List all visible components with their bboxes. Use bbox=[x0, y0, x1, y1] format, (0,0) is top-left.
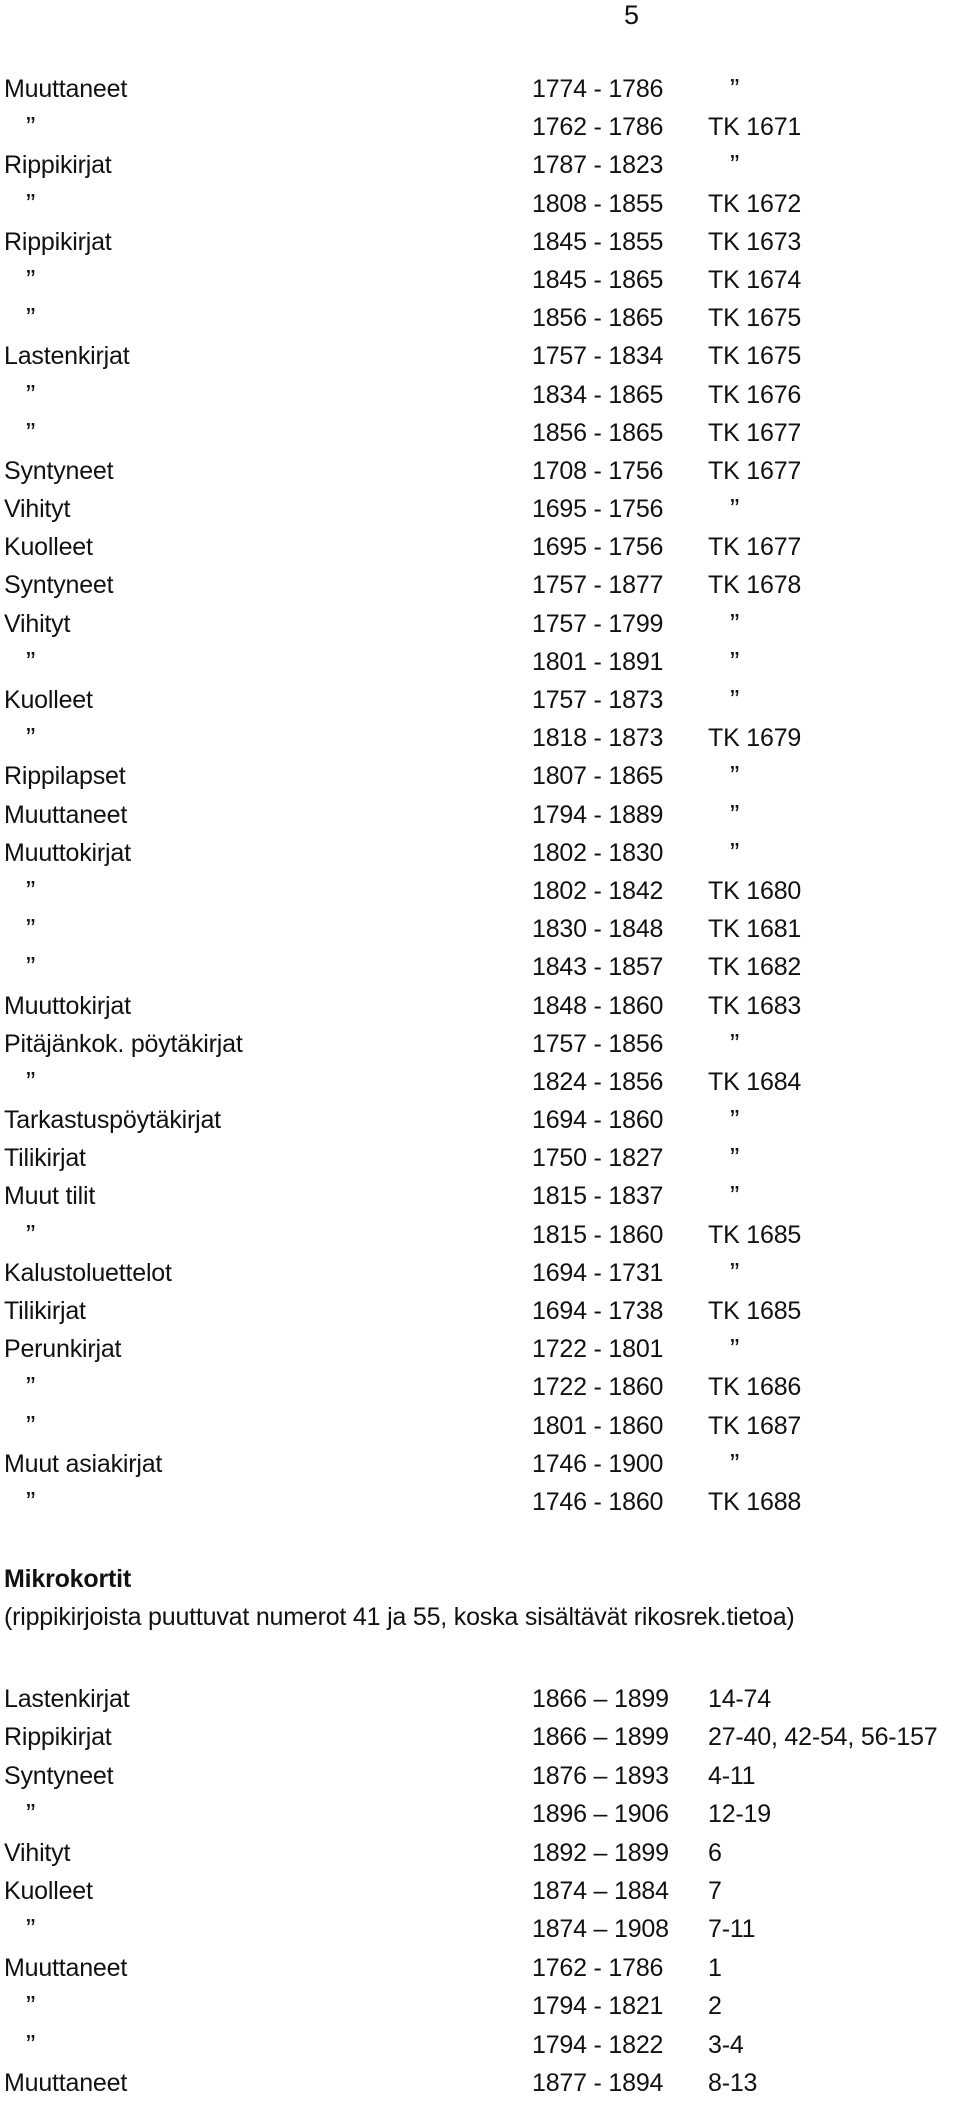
table-row bbox=[4, 528, 954, 566]
record-years: 1746 - 1900 bbox=[532, 1449, 664, 1478]
record-reference: TK 1681 bbox=[708, 915, 802, 944]
table-row bbox=[4, 299, 954, 337]
record-reference: TK 1687 bbox=[708, 1411, 802, 1440]
table-row bbox=[4, 146, 954, 184]
record-name: ” bbox=[26, 416, 36, 448]
record-name: Vihityt bbox=[4, 495, 71, 524]
record-years: 1722 - 1860 bbox=[532, 1373, 664, 1402]
table-row bbox=[4, 414, 954, 452]
record-name: ” bbox=[26, 111, 36, 143]
record-years: 1695 - 1756 bbox=[532, 533, 664, 562]
record-name: ” bbox=[26, 1371, 36, 1403]
table-row bbox=[4, 1910, 954, 1948]
record-years: 1807 - 1865 bbox=[532, 762, 664, 791]
record-years: 1757 - 1856 bbox=[532, 1029, 664, 1058]
table-row bbox=[4, 1872, 954, 1910]
table-row bbox=[4, 681, 954, 719]
record-name: Perunkirjat bbox=[4, 1335, 122, 1364]
record-name: Muuttaneet bbox=[4, 1953, 128, 1982]
table-row bbox=[4, 223, 954, 261]
record-years: 1694 - 1860 bbox=[532, 1106, 664, 1135]
record-years: 1794 - 1821 bbox=[532, 1992, 664, 2021]
record-name: Vihityt bbox=[4, 609, 71, 638]
record-name: ” bbox=[26, 1485, 36, 1517]
table-row bbox=[4, 605, 954, 643]
record-name: Muuttaneet bbox=[4, 75, 128, 103]
record-name: Tilikirjat bbox=[4, 1297, 86, 1325]
record-reference: TK 1683 bbox=[708, 991, 802, 1020]
record-reference: 3-4 bbox=[708, 2030, 744, 2059]
record-years: 1794 - 1822 bbox=[532, 2030, 664, 2059]
table-row bbox=[4, 490, 954, 528]
table-row bbox=[4, 376, 954, 414]
record-name: Syntyneet bbox=[4, 1761, 114, 1790]
record-name: ” bbox=[26, 302, 36, 334]
record-years: 1694 - 1738 bbox=[532, 1297, 664, 1325]
record-reference: TK 1685 bbox=[708, 1220, 802, 1249]
table-row bbox=[4, 1834, 954, 1872]
record-years: 1722 - 1801 bbox=[532, 1335, 664, 1364]
section-note: (rippikirjoista puuttuvat numerot 41 ja 55, koska sisältävät rikosrek.tietoa) bbox=[4, 1603, 795, 1631]
table-row bbox=[4, 185, 954, 223]
record-name: Kuolleet bbox=[4, 1876, 93, 1905]
table-row bbox=[4, 2064, 954, 2102]
record-reference: TK 1671 bbox=[708, 113, 802, 142]
table-row bbox=[4, 70, 954, 108]
record-reference: TK 1675 bbox=[708, 304, 802, 333]
record-name: Syntyneet bbox=[4, 456, 114, 485]
table-row bbox=[4, 337, 954, 375]
table-row bbox=[4, 1680, 954, 1718]
record-name: ” bbox=[26, 378, 36, 410]
record-years: 1757 - 1873 bbox=[532, 686, 664, 714]
record-name: Kalustoluettelot bbox=[4, 1258, 172, 1287]
record-reference: ” bbox=[730, 645, 740, 677]
record-name: Muuttaneet bbox=[4, 2068, 128, 2097]
record-years: 1802 - 1842 bbox=[532, 876, 664, 905]
record-name: Syntyneet bbox=[4, 571, 114, 600]
table-row bbox=[4, 1407, 954, 1445]
record-name: ” bbox=[26, 1218, 36, 1250]
record-reference: TK 1685 bbox=[708, 1297, 802, 1325]
record-reference: ” bbox=[730, 684, 740, 715]
table-row bbox=[4, 1025, 954, 1063]
record-reference: 14-74 bbox=[708, 1685, 771, 1713]
archive-list bbox=[4, 70, 954, 1521]
section-title: Mikrokortit bbox=[4, 1565, 131, 1593]
page-number: 5 bbox=[624, 0, 639, 30]
record-reference: ” bbox=[730, 1180, 740, 1212]
record-reference: TK 1680 bbox=[708, 876, 802, 905]
record-years: 1830 - 1848 bbox=[532, 915, 664, 944]
record-name: Lastenkirjat bbox=[4, 1685, 130, 1713]
record-reference: ” bbox=[730, 1256, 740, 1288]
table-row bbox=[4, 948, 954, 986]
table-row bbox=[4, 1368, 954, 1406]
table-row bbox=[4, 1483, 954, 1521]
record-reference: ” bbox=[730, 798, 740, 830]
record-reference: TK 1678 bbox=[708, 571, 802, 600]
record-years: 1876 – 1893 bbox=[532, 1761, 669, 1790]
record-years: 1762 - 1786 bbox=[532, 113, 664, 142]
record-name: Kuolleet bbox=[4, 533, 93, 562]
record-years: 1856 - 1865 bbox=[532, 418, 664, 447]
record-years: 1708 - 1756 bbox=[532, 456, 664, 485]
record-reference: TK 1675 bbox=[708, 342, 802, 371]
table-row bbox=[4, 757, 954, 795]
record-years: 1877 - 1894 bbox=[532, 2068, 664, 2097]
record-reference: ” bbox=[730, 1447, 740, 1479]
record-name: ” bbox=[26, 645, 36, 677]
record-years: 1824 - 1856 bbox=[532, 1067, 664, 1096]
record-name: Muuttokirjat bbox=[4, 991, 131, 1020]
record-years: 1818 - 1873 bbox=[532, 724, 664, 753]
table-row bbox=[4, 566, 954, 604]
record-name: Kuolleet bbox=[4, 686, 93, 714]
record-reference: 7 bbox=[708, 1876, 722, 1905]
record-name: Tarkastuspöytäkirjat bbox=[4, 1106, 221, 1135]
record-name: Rippikirjat bbox=[4, 1723, 112, 1752]
table-row bbox=[4, 1216, 954, 1254]
record-reference: 2 bbox=[708, 1992, 722, 2021]
record-reference: TK 1688 bbox=[708, 1487, 802, 1516]
record-reference: ” bbox=[730, 149, 740, 181]
record-reference: TK 1679 bbox=[708, 724, 802, 753]
record-name: ” bbox=[26, 1065, 36, 1097]
table-row bbox=[4, 1101, 954, 1139]
record-reference: ” bbox=[730, 607, 740, 639]
table-row bbox=[4, 1718, 954, 1756]
table-row bbox=[4, 872, 954, 910]
record-reference: 1 bbox=[708, 1953, 722, 1982]
record-name: Muuttaneet bbox=[4, 800, 128, 829]
record-reference: 12-19 bbox=[708, 1800, 771, 1829]
table-row bbox=[4, 1757, 954, 1795]
record-name: ” bbox=[26, 951, 36, 983]
record-years: 1694 - 1731 bbox=[532, 1258, 664, 1287]
table-row bbox=[4, 1330, 954, 1368]
record-reference: 8-13 bbox=[708, 2068, 758, 2097]
record-reference: ” bbox=[730, 1027, 740, 1059]
table-row bbox=[4, 719, 954, 757]
record-name: Tilikirjat bbox=[4, 1144, 86, 1173]
table-row bbox=[4, 452, 954, 490]
record-reference: ” bbox=[730, 836, 740, 868]
record-years: 1834 - 1865 bbox=[532, 380, 664, 409]
record-years: 1750 - 1827 bbox=[532, 1144, 664, 1173]
record-reference: TK 1686 bbox=[708, 1373, 802, 1402]
record-name: Pitäjänkok. pöytäkirjat bbox=[4, 1029, 243, 1058]
record-name: Lastenkirjat bbox=[4, 342, 130, 371]
record-name: ” bbox=[26, 722, 36, 754]
table-row bbox=[4, 1987, 954, 2025]
record-years: 1848 - 1860 bbox=[532, 991, 664, 1020]
record-years: 1801 - 1860 bbox=[532, 1411, 664, 1440]
table-row bbox=[4, 1292, 954, 1330]
record-years: 1802 - 1830 bbox=[532, 838, 664, 867]
record-name: ” bbox=[26, 874, 36, 906]
table-row bbox=[4, 108, 954, 146]
record-years: 1845 - 1855 bbox=[532, 227, 664, 256]
record-name: ” bbox=[26, 187, 36, 219]
table-row bbox=[4, 834, 954, 872]
record-name: ” bbox=[26, 1409, 36, 1441]
record-years: 1815 - 1860 bbox=[532, 1220, 664, 1249]
table-row bbox=[4, 1949, 954, 1987]
record-years: 1892 – 1899 bbox=[532, 1838, 669, 1867]
record-reference: 6 bbox=[708, 1838, 722, 1867]
table-row bbox=[4, 1445, 954, 1483]
record-name: Rippikirjat bbox=[4, 151, 112, 180]
table-row bbox=[4, 1254, 954, 1292]
record-years: 1808 - 1855 bbox=[532, 189, 664, 218]
record-reference: 4-11 bbox=[708, 1761, 756, 1790]
record-reference: ” bbox=[730, 760, 740, 792]
record-years: 1874 – 1884 bbox=[532, 1876, 669, 1905]
record-name: Rippilapset bbox=[4, 762, 126, 791]
microcard-list bbox=[4, 1680, 954, 2102]
record-reference: ” bbox=[730, 1142, 740, 1174]
record-name: Vihityt bbox=[4, 1838, 71, 1867]
record-reference: TK 1672 bbox=[708, 189, 802, 218]
record-reference: 27-40, 42-54, 56-157 bbox=[708, 1723, 938, 1752]
record-name: Rippikirjat bbox=[4, 227, 112, 256]
table-row bbox=[4, 1795, 954, 1833]
record-years: 1794 - 1889 bbox=[532, 800, 664, 829]
record-reference: ” bbox=[730, 73, 740, 104]
record-years: 1896 – 1906 bbox=[532, 1800, 669, 1829]
table-row bbox=[4, 2026, 954, 2064]
table-row bbox=[4, 1177, 954, 1215]
record-years: 1866 – 1899 bbox=[532, 1723, 669, 1752]
record-name: ” bbox=[26, 1798, 36, 1830]
record-reference: TK 1684 bbox=[708, 1067, 802, 1096]
record-years: 1856 - 1865 bbox=[532, 304, 664, 333]
record-years: 1757 - 1877 bbox=[532, 571, 664, 600]
record-reference: TK 1682 bbox=[708, 953, 802, 982]
table-row bbox=[4, 910, 954, 948]
record-reference: TK 1677 bbox=[708, 418, 802, 447]
microcard-section bbox=[4, 1560, 795, 1636]
record-years: 1845 - 1865 bbox=[532, 265, 664, 294]
record-years: 1757 - 1834 bbox=[532, 342, 664, 371]
table-row bbox=[4, 261, 954, 299]
table-row bbox=[4, 796, 954, 834]
record-years: 1774 - 1786 bbox=[532, 75, 664, 103]
table-row bbox=[4, 987, 954, 1025]
record-reference: ” bbox=[730, 1104, 740, 1136]
record-years: 1815 - 1837 bbox=[532, 1182, 664, 1211]
record-name: Muut tilit bbox=[4, 1182, 96, 1211]
record-years: 1843 - 1857 bbox=[532, 953, 664, 982]
record-years: 1762 - 1786 bbox=[532, 1953, 664, 1982]
record-reference: TK 1677 bbox=[708, 533, 802, 562]
record-reference: TK 1676 bbox=[708, 380, 802, 409]
record-reference: TK 1677 bbox=[708, 456, 802, 485]
record-name: ” bbox=[26, 2028, 36, 2060]
record-years: 1746 - 1860 bbox=[532, 1487, 664, 1516]
record-years: 1866 – 1899 bbox=[532, 1685, 669, 1713]
record-name: ” bbox=[26, 263, 36, 295]
record-reference: ” bbox=[730, 1333, 740, 1365]
record-years: 1787 - 1823 bbox=[532, 151, 664, 180]
record-years: 1757 - 1799 bbox=[532, 609, 664, 638]
table-row bbox=[4, 1139, 954, 1177]
record-name: Muuttokirjat bbox=[4, 838, 131, 867]
record-name: ” bbox=[26, 1990, 36, 2022]
record-years: 1695 - 1756 bbox=[532, 495, 664, 524]
record-years: 1874 – 1908 bbox=[532, 1915, 669, 1944]
record-name: ” bbox=[26, 913, 36, 945]
record-reference: 7-11 bbox=[708, 1915, 756, 1944]
record-reference: TK 1674 bbox=[708, 265, 802, 294]
table-row bbox=[4, 643, 954, 681]
record-reference: TK 1673 bbox=[708, 227, 802, 256]
record-name: Muut asiakirjat bbox=[4, 1449, 163, 1478]
table-row bbox=[4, 1063, 954, 1101]
record-years: 1801 - 1891 bbox=[532, 647, 664, 676]
record-reference: ” bbox=[730, 493, 740, 525]
record-name: ” bbox=[26, 1913, 36, 1945]
